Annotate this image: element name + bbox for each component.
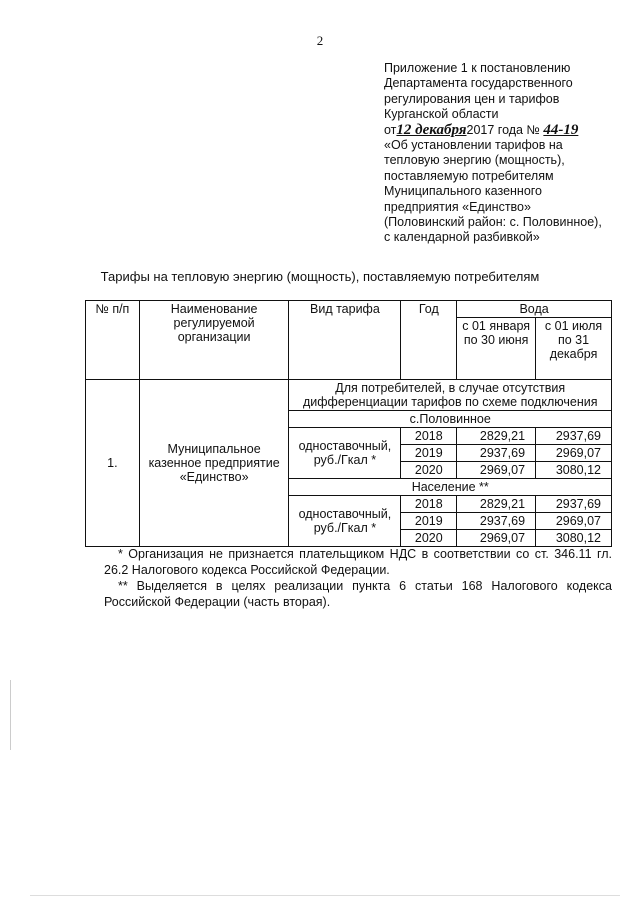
value-cell: 2829,21: [457, 428, 536, 445]
year-cell: 2018: [401, 496, 457, 513]
appendix-title-line: с календарной разбивкой»: [384, 230, 540, 245]
year-cell: 2018: [401, 428, 457, 445]
year-cell: 2019: [401, 445, 457, 462]
tariffs-table: [85, 300, 612, 547]
date-prefix: от: [384, 122, 397, 137]
header-org: Наименование регулируемой организации: [139, 301, 289, 380]
appendix-line: регулирования цен и тарифов: [384, 91, 560, 106]
value-cell: 2937,69: [457, 445, 536, 462]
footnote-vat: * Организация не признается плательщиком НДС в соответствии со ст. 346.11 гл. 26.2 Налогового кодекса Российской Федерации.: [104, 547, 612, 577]
section-note: Для потребителей, в случае отсутствия дифференциации тарифов по схеме подключения: [289, 380, 612, 411]
date-year: 2017 года №: [466, 122, 540, 137]
value-cell: 2969,07: [457, 462, 536, 479]
footnotes: [104, 546, 612, 610]
appendix-title-line: предприятия «Единство»: [384, 199, 531, 214]
appendix-line: Департамента государственного: [384, 76, 573, 91]
row-number: 1.: [86, 380, 140, 547]
value-cell: 2937,69: [536, 496, 612, 513]
footnote-population: ** Выделяется в целях реализации пункта 6 статьи 168 Налогового кодекса Российской Федерации (часть вторая).: [104, 579, 612, 609]
value-cell: 2969,07: [536, 513, 612, 530]
handwritten-date: 12 декабря: [396, 121, 467, 138]
value-cell: 2969,07: [536, 445, 612, 462]
organization-name: Муниципальное казенное предприятие «Единство»: [139, 380, 289, 547]
header-period-1: с 01 января по 30 июня: [457, 318, 536, 380]
tariff-type-cell: одноставочный, руб./Гкал *: [289, 428, 401, 479]
appendix-title-line: Муниципального казенного: [384, 184, 543, 199]
appendix-title-line: (Половинский район: с. Половинное),: [384, 215, 602, 230]
appendix-title-line: поставляемую потребителям: [384, 168, 554, 183]
value-cell: 2829,21: [457, 496, 536, 513]
handwritten-number: 44-19: [543, 121, 579, 138]
header-num: № п/п: [86, 301, 140, 380]
tariff-type-cell: одноставочный, руб./Гкал *: [289, 496, 401, 547]
document-title: Тарифы на тепловую энергию (мощность), поставляемую потребителям: [100, 269, 540, 284]
header-tariff-type: Вид тарифа: [289, 301, 401, 380]
appendix-title-line: тепловую энергию (мощность),: [384, 153, 565, 168]
value-cell: 3080,12: [536, 530, 612, 547]
year-cell: 2020: [401, 462, 457, 479]
page-number: 2: [316, 33, 324, 48]
scan-artifact: [10, 680, 11, 750]
appendix-line: Курганской области: [384, 107, 499, 122]
group-label: с.Половинное: [289, 411, 612, 428]
value-cell: 3080,12: [536, 462, 612, 479]
appendix-header: [384, 61, 624, 246]
header-year: Год: [401, 301, 457, 380]
year-cell: 2019: [401, 513, 457, 530]
value-cell: 2937,69: [457, 513, 536, 530]
value-cell: 2937,69: [536, 428, 612, 445]
year-cell: 2020: [401, 530, 457, 547]
header-period-2: с 01 июля по 31 декабря: [536, 318, 612, 380]
group-label: Население **: [289, 479, 612, 496]
scan-artifact: [30, 895, 620, 896]
appendix-date-line: [384, 123, 624, 138]
appendix-line: Приложение 1 к постановлению: [384, 61, 571, 75]
value-cell: 2969,07: [457, 530, 536, 547]
header-water: Вода: [457, 301, 612, 318]
appendix-title-line: «Об установлении тарифов на: [384, 138, 563, 153]
